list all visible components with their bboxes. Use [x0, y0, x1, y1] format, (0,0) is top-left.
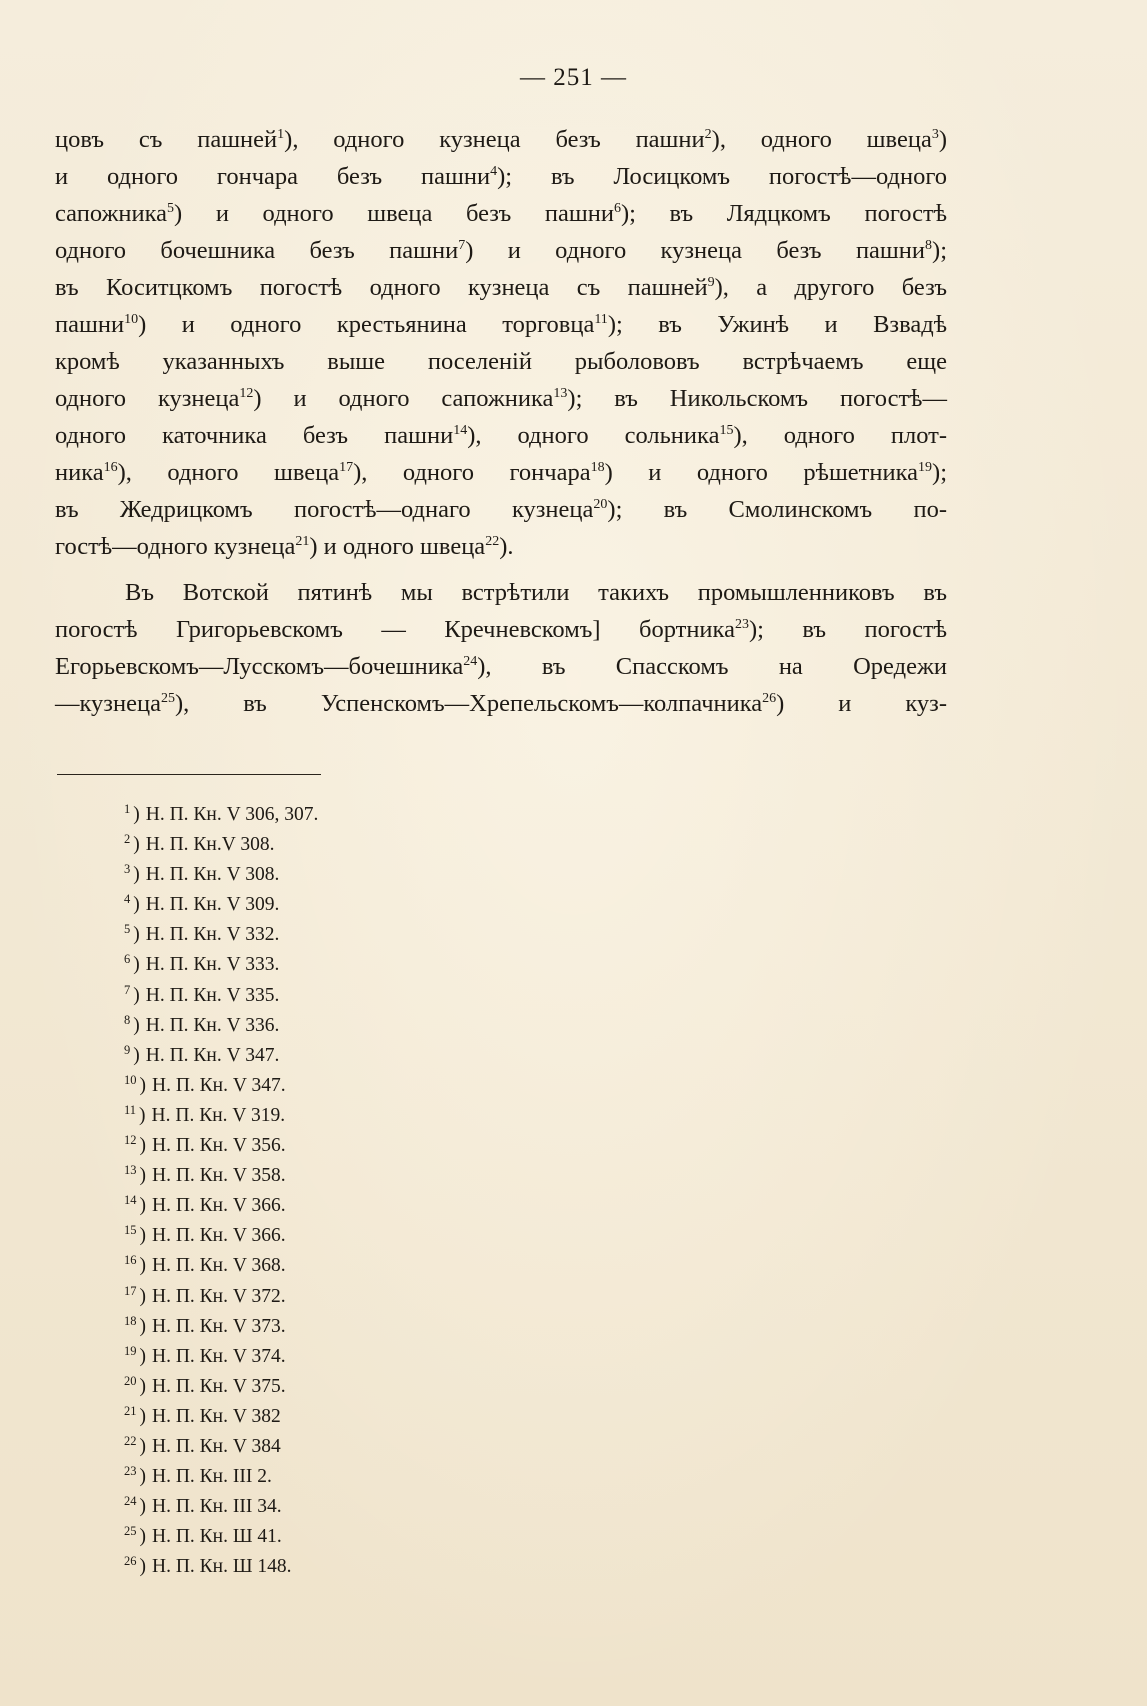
footnote-text: Н. П. Кн. V 332. — [145, 924, 280, 946]
footnote-number: 17 — [124, 1283, 137, 1298]
footnote-number: 9 — [124, 1042, 131, 1057]
footnote-reference: 5 — [167, 201, 175, 216]
footnote-text: Н. П. Кн. V 347. — [152, 1074, 286, 1096]
text-segment: одного кузнеца — [55, 385, 240, 412]
footnote-number: 11 — [124, 1102, 137, 1117]
footnote-number: 22 — [124, 1433, 137, 1448]
footnote — [124, 1161, 318, 1191]
text-segment: ); — [932, 459, 947, 486]
footnote — [124, 920, 318, 950]
footnote-number: 16 — [124, 1253, 137, 1268]
text-line — [55, 648, 947, 685]
footnote-number: 21 — [124, 1403, 137, 1418]
footnote — [124, 1462, 318, 1492]
footnote-reference: 2 — [704, 127, 712, 142]
footnote-reference: 25 — [160, 691, 175, 706]
text-line — [55, 269, 947, 306]
text-segment: ), одного сольника — [467, 422, 720, 449]
footnote-paren: ) — [133, 924, 140, 946]
text-segment: ), одного плот- — [733, 422, 947, 449]
footnote — [124, 1071, 318, 1101]
footnote — [124, 1522, 318, 1552]
text-segment: ), одного кузнеца безъ пашни — [284, 126, 705, 153]
footnote — [124, 981, 318, 1011]
footnote — [124, 1191, 318, 1221]
footnote-number: 25 — [124, 1524, 137, 1539]
footnote-number: 4 — [124, 892, 131, 907]
footnote-paren: ) — [139, 1255, 146, 1277]
footnote-text: Н. П. Кн. V 306, 307. — [145, 804, 319, 825]
footnote-text: Н. П. Кн. V 375. — [152, 1375, 286, 1397]
footnote-reference: 4 — [490, 164, 498, 179]
footnote-text: Н. П. Кн. V 358. — [152, 1165, 286, 1187]
footnote-text: Н. П. Кн. V 366. — [152, 1225, 286, 1247]
footnote-reference: 26 — [762, 691, 777, 706]
footnote — [124, 1312, 318, 1342]
text-segment: и одного гончара безъ пашни — [55, 163, 491, 190]
text-segment: Въ Вотской пятинѣ мы встрѣтили такихъ промышленниковъ въ — [125, 579, 947, 606]
footnote-reference: 14 — [453, 423, 468, 438]
text-segment: въ Жедрицкомъ погостѣ—однаго кузнеца — [55, 496, 594, 523]
footnote-number: 8 — [124, 1012, 131, 1027]
footnote-reference: 17 — [339, 460, 354, 475]
text-segment: кромѣ указанныхъ выше поселеній рыболововъ встрѣчаемъ еще — [55, 348, 947, 375]
text-line — [55, 417, 947, 454]
footnote-separator — [57, 774, 321, 775]
footnote-reference: 11 — [594, 312, 608, 327]
footnote-reference: 10 — [124, 312, 139, 327]
text-segment: ) и куз- — [776, 690, 947, 717]
footnote-number: 7 — [124, 982, 131, 997]
footnote-text: Н. П. Кн. V 356. — [152, 1135, 286, 1157]
footnote-paren: ) — [139, 1466, 146, 1488]
footnote-paren: ) — [133, 894, 140, 916]
text-segment: ) и одного сапожника — [253, 385, 554, 412]
text-line — [55, 574, 947, 611]
text-segment: ), въ Успенскомъ—Хрепельскомъ—колпачника — [174, 690, 763, 717]
footnote-paren: ) — [133, 1014, 140, 1036]
footnote-text: Н. П. Кн. V 384 — [152, 1435, 281, 1457]
text-segment: ) — [938, 126, 948, 153]
text-segment: ), а другого безъ — [714, 274, 947, 301]
text-segment: ) и одного швеца — [309, 533, 486, 560]
footnote-text: Н. П. Кн. III 2. — [152, 1466, 272, 1488]
footnote — [124, 830, 318, 860]
footnote-reference: 22 — [485, 534, 500, 549]
footnote-reference: 9 — [707, 275, 715, 290]
footnote-number: 20 — [124, 1373, 137, 1388]
footnote-text: Н. П. Кн. V 336. — [145, 1014, 280, 1036]
footnote-reference: 20 — [593, 497, 608, 512]
text-segment: ); въ погостѣ — [748, 616, 947, 643]
footnote-reference: 21 — [295, 534, 310, 549]
text-segment: ) и одного кузнеца безъ пашни — [465, 237, 926, 264]
footnote-paren: ) — [139, 1496, 146, 1518]
text-segment: ); въ Смолинскомъ по- — [607, 496, 948, 523]
footnote — [124, 1492, 318, 1522]
text-line — [55, 454, 947, 491]
footnote — [124, 1552, 318, 1582]
footnote — [124, 1432, 318, 1462]
footnote-text: Н. П. Кн. V 308. — [145, 864, 280, 886]
text-line — [55, 685, 947, 722]
footnote-reference: 24 — [463, 654, 478, 669]
footnote — [124, 800, 318, 830]
footnote-number: 15 — [124, 1223, 137, 1238]
footnote-number: 5 — [124, 922, 131, 937]
footnote-paren: ) — [139, 1225, 146, 1247]
footnote-reference: 7 — [458, 238, 466, 253]
footnote-text: Н. П. Кн. Ш 41. — [152, 1526, 282, 1548]
footnote-text: Н. П. Кн. V 333. — [145, 954, 280, 976]
text-segment: —кузнеца — [55, 690, 161, 717]
footnote-number: 23 — [124, 1464, 137, 1479]
footnote-paren: ) — [133, 864, 140, 886]
text-segment: гостѣ—одного кузнеца — [55, 533, 296, 560]
text-line — [55, 195, 947, 232]
footnote-number: 13 — [124, 1163, 137, 1178]
footnote-paren: ) — [139, 1195, 146, 1217]
footnote-reference: 16 — [103, 460, 118, 475]
footnote-number: 2 — [124, 832, 131, 847]
text-line — [55, 158, 947, 195]
footnotes-list — [124, 800, 318, 1582]
text-line — [55, 306, 947, 343]
footnote-text: Н. П. Кн. V 366. — [152, 1195, 286, 1217]
main-text — [55, 121, 947, 722]
footnote-paren: ) — [139, 1556, 146, 1578]
footnote — [124, 1402, 318, 1432]
footnote-text: Н. П. Кн. V 372. — [152, 1285, 286, 1307]
footnote-text: Н. П. Кн. V 319. — [151, 1104, 286, 1126]
text-line — [55, 611, 947, 648]
footnote-number: 24 — [124, 1494, 137, 1509]
footnote-number: 3 — [124, 862, 131, 877]
footnote-text: Н. П. Кн. III 34. — [152, 1496, 282, 1518]
footnote — [124, 1011, 318, 1041]
footnote — [124, 1372, 318, 1402]
text-segment: погостѣ Григорьевскомъ — Кречневскомъ] бортника — [55, 616, 735, 643]
footnote-text: Н. П. Кн. V 374. — [152, 1345, 286, 1367]
footnote-paren: ) — [139, 1074, 146, 1096]
footnote-text: Н. П. Кн. V 368. — [152, 1255, 286, 1277]
footnote — [124, 890, 318, 920]
footnote-paren: ) — [139, 1104, 146, 1126]
footnote-number: 18 — [124, 1313, 137, 1328]
footnote-reference: 8 — [925, 238, 933, 253]
footnote — [124, 950, 318, 980]
footnote-reference: 6 — [613, 201, 621, 216]
footnote-reference: 18 — [590, 460, 605, 475]
footnote-paren: ) — [139, 1315, 146, 1337]
footnote-paren: ) — [133, 804, 140, 825]
text-line — [55, 380, 947, 417]
footnote-text: Н. П. Кн. V 373. — [152, 1315, 286, 1337]
footnote — [124, 1101, 318, 1131]
footnote-number: 14 — [124, 1193, 137, 1208]
text-segment: ); въ Лосицкомъ погостѣ—одного — [497, 163, 948, 190]
footnote-number: 1 — [124, 802, 131, 816]
text-segment: сапожника — [55, 200, 168, 227]
text-segment: одного каточника безъ пашни — [55, 422, 454, 449]
footnote-reference: 3 — [931, 127, 939, 142]
text-line — [55, 121, 947, 158]
footnote-paren: ) — [139, 1135, 146, 1157]
footnote-paren: ) — [139, 1165, 146, 1187]
footnote-paren: ) — [139, 1375, 146, 1397]
footnote-paren: ) — [139, 1405, 146, 1427]
footnote — [124, 1282, 318, 1312]
footnote-paren: ) — [133, 954, 140, 976]
text-segment: ) и одного рѣшетника — [604, 459, 919, 486]
footnote-number: 6 — [124, 952, 131, 967]
text-segment: ), одного гончара — [353, 459, 591, 486]
footnote-text: Н. П. Кн.V 308. — [145, 834, 275, 856]
footnote-reference: 19 — [918, 460, 933, 475]
text-segment: ), одного швеца — [117, 459, 340, 486]
footnote-paren: ) — [139, 1526, 146, 1548]
footnote — [124, 1131, 318, 1161]
footnote — [124, 1041, 318, 1071]
footnote-text: Н. П. Кн. Ш 148. — [152, 1556, 292, 1578]
text-segment: ника — [55, 459, 104, 486]
text-segment: въ Коситцкомъ погостѣ одного кузнеца съ пашней — [55, 274, 708, 301]
footnote-reference: 1 — [277, 127, 285, 142]
text-segment: ) и одного швеца безъ пашни — [174, 200, 614, 227]
footnote — [124, 1342, 318, 1372]
footnote — [124, 1251, 318, 1281]
footnote — [124, 860, 318, 890]
page-number: — 251 — — [520, 64, 627, 91]
footnote-paren: ) — [133, 834, 140, 856]
footnote-paren: ) — [139, 1345, 146, 1367]
footnote — [124, 1221, 318, 1251]
footnote-text: Н. П. Кн. V 309. — [145, 894, 280, 916]
text-segment: одного бочешника безъ пашни — [55, 237, 459, 264]
footnote-reference: 23 — [734, 617, 749, 632]
footnote-text: Н. П. Кн. V 347. — [145, 1044, 280, 1066]
text-line — [55, 232, 947, 269]
footnote-reference: 13 — [553, 386, 568, 401]
footnote-number: 10 — [124, 1072, 137, 1087]
footnote-reference: 15 — [719, 423, 734, 438]
footnote-paren: ) — [133, 1044, 140, 1066]
footnote-number: 12 — [124, 1133, 137, 1148]
footnote-text: Н. П. Кн. V 382 — [152, 1405, 281, 1427]
footnote-number: 26 — [124, 1554, 137, 1569]
text-segment: ); въ Лядцкомъ погостѣ — [620, 200, 948, 227]
text-segment: ); — [932, 237, 947, 264]
footnote-paren: ) — [133, 984, 140, 1006]
footnote-reference: 12 — [239, 386, 254, 401]
text-segment: ), въ Спасскомъ на Оредежи — [477, 653, 947, 680]
footnote-paren: ) — [139, 1435, 146, 1457]
text-segment: ), одного швеца — [711, 126, 932, 153]
text-segment: ) и одного крестьянина торговца — [138, 311, 595, 338]
footnote-paren: ) — [139, 1285, 146, 1307]
text-line — [55, 343, 947, 380]
text-segment: Егорьевскомъ—Лусскомъ—бочешника — [55, 653, 464, 680]
text-segment: цовъ съ пашней — [55, 126, 278, 153]
text-segment: ); въ Никольскомъ погостѣ— — [567, 385, 947, 412]
footnote-text: Н. П. Кн. V 335. — [145, 984, 280, 1006]
text-segment: ). — [499, 533, 514, 560]
text-segment: пашни — [55, 311, 125, 338]
text-line — [55, 491, 947, 528]
footnote-number: 19 — [124, 1343, 137, 1358]
text-line — [55, 528, 947, 565]
text-segment: ); въ Ужинѣ и Взвадѣ — [607, 311, 947, 338]
paragraph-gap — [55, 565, 947, 574]
